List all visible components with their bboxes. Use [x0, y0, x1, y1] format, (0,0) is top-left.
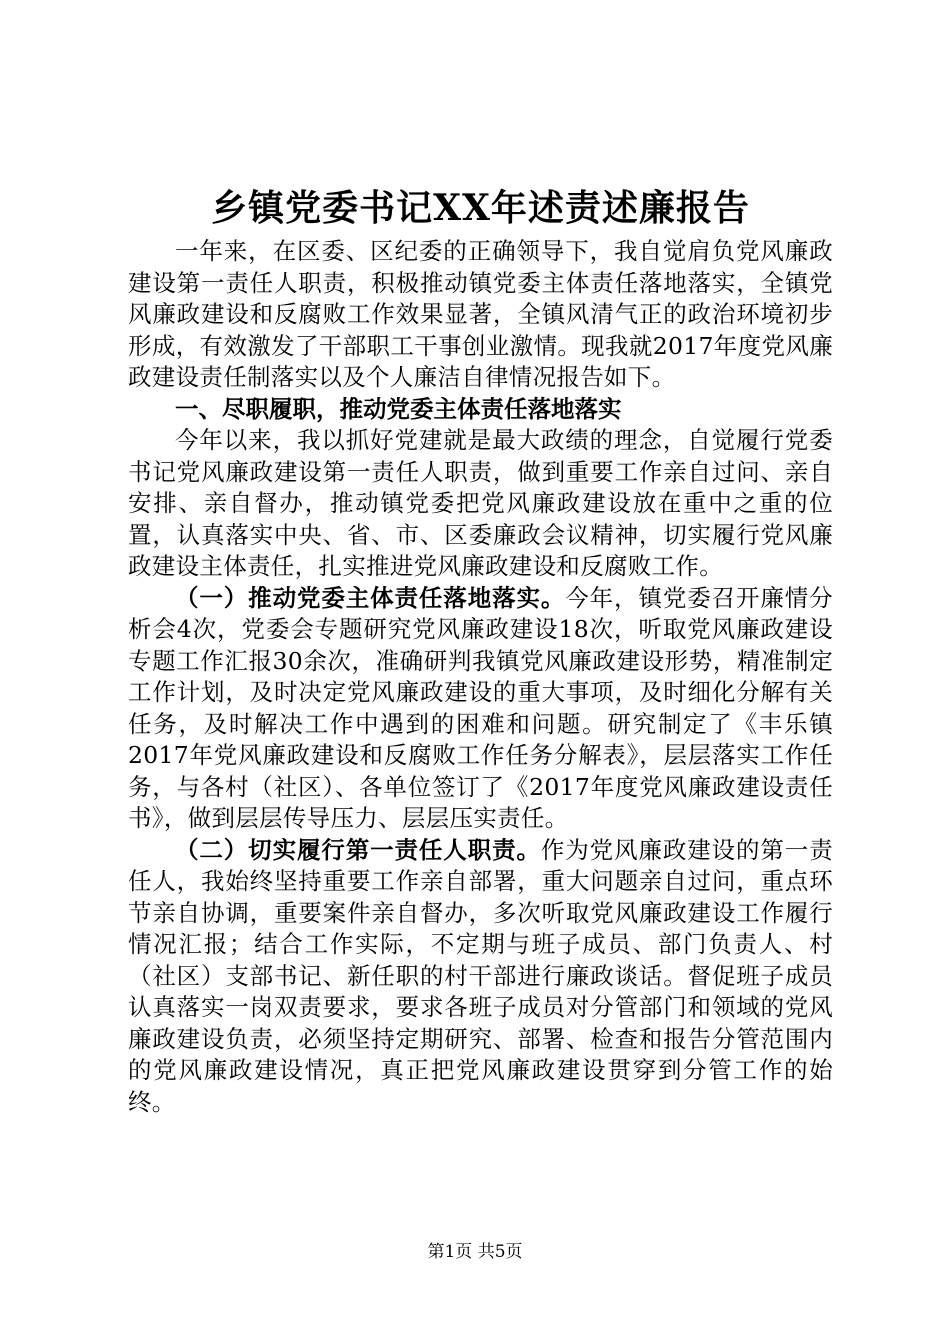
- section-1-heading: 一、尽职履职，推动党委主体责任落地落实: [175, 394, 622, 423]
- subsection-2-body: 作为党风廉政建设的第一责任人，我始终坚持重要工作亲自部署，重大问题亲自过问，重点环节亲自协调，重要案件亲自督办，多次听取党风廉政建设工作履行情况汇报；结合工作实际，不定期与班子成员、部门负责人、村（社区）支部书记、新任职的村干部进行廉政谈话。督促班子成员认真落实一岗双责要求，要求各班子成员对分管部门和领域的党风廉政建设负责，必须坚持定期研究、部署、检查和报告分管范围内的党风廉政建设情况，真正把党风廉政建设贯穿到分管工作的始终。: [128, 835, 834, 1116]
- page-footer: 第1页 共5页: [427, 1242, 523, 1262]
- subsection-2-lead: （二）切实履行第一责任人职责。: [175, 835, 541, 864]
- subsection-2-paragraph: [128, 835, 833, 1119]
- subsection-1-lead: （一）推动党委主体责任落地落实。: [175, 583, 566, 612]
- intro-paragraph: 一年来，在区委、区纪委的正确领导下，我自觉肩负党风廉政建设第一责任人职责，积极推动镇党委主体责任落地落实，全镇党风廉政建设和反腐败工作效果显著，全镇风清气正的政治环境初步形成，有效激发了干部职工干事创业激情。现我就2017年度党风廉政建设责任制落实以及个人廉洁自律情况报告如下。: [128, 237, 833, 391]
- subsection-1-paragraph: [128, 583, 833, 835]
- document-page: [128, 180, 833, 1118]
- document-title: 乡镇党委书记XX年述责述廉报告: [211, 187, 750, 229]
- subsection-1-body: 今年，镇党委召开廉情分析会4次，党委会专题研究党风廉政建设18次，听取党风廉政建设专题工作汇报30余次，准确研判我镇党风廉政建设形势，精准制定工作计划，及时决定党风廉政建设的重大事项，及时细化分解有关任务，及时解决工作中遇到的困难和问题。研究制定了《丰乐镇2017年党风廉政建设和反腐败工作任务分解表》，层层落实工作任务，与各村（社区）、各单位签订了《2017年度党风廉政建设责任书》，做到层层传导压力、层层压实责任。: [128, 583, 833, 832]
- section-1-paragraph: 今年以来，我以抓好党建就是最大政绩的理念，自觉履行党委书记党风廉政建设第一责任人职责，做到重要工作亲自过问、亲自安排、亲自督办，推动镇党委把党风廉政建设放在重中之重的位置，认真落实中央、省、市、区委廉政会议精神，切实履行党风廉政建设主体责任，扎实推进党风廉政建设和反腐败工作。: [128, 426, 833, 580]
